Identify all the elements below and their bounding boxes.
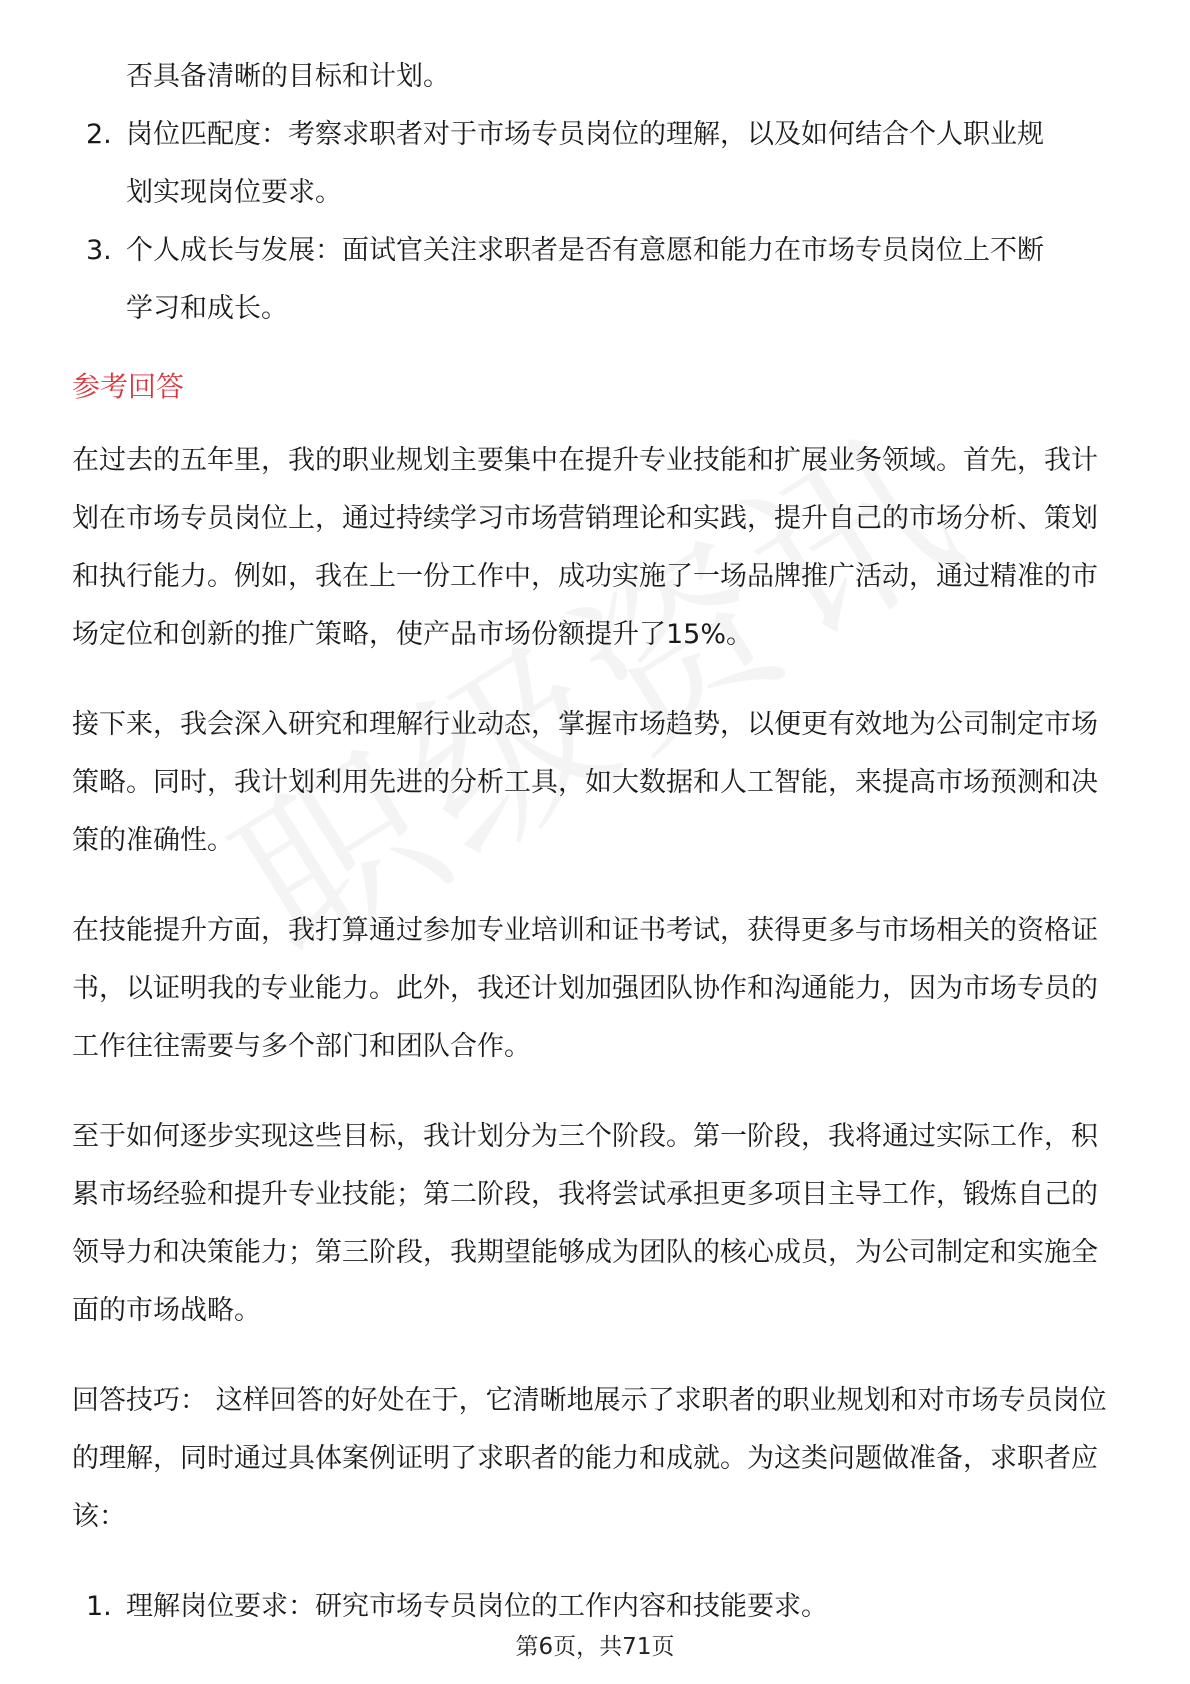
list-number: 2. xyxy=(86,119,112,150)
section-heading: 参考回答 xyxy=(72,370,185,403)
list-number: 3. xyxy=(86,235,112,266)
paragraph: 至于如何逐步实现这些目标，我计划分为三个阶段。第一阶段，我将通过实际工作，积累市场经验和提升专业技能；第二阶段，我将尝试承担更多项目主导工作，锻炼自己的领导力和决策能力；第三阶段，我期望能够成为团队的核心成员，为公司制定和实施全面的市场战略。 xyxy=(72,1121,1098,1326)
paragraph: 在技能提升方面，我打算通过参加专业培训和证书考试，获得更多与市场相关的资格证书，以证明我的专业能力。此外，我还计划加强团队协作和沟通能力，因为市场专员的工作往往需要与多个部门和团队合作。 xyxy=(72,915,1098,1062)
page-content xyxy=(72,48,1120,1636)
list-item-continuation: 否具备清晰的目标和计划。 xyxy=(126,61,450,92)
page-footer: 第6页，共71页 xyxy=(515,1634,675,1660)
paragraph: 在过去的五年里，我的职业规划主要集中在提升专业技能和扩展业务领域。首先，我计划在市场专员岗位上，通过持续学习市场营销理论和实践，提升自己的市场分析、策划和执行能力。例如，我在上一份工作中，成功实施了一场品牌推广活动，通过精准的市场定位和创新的推广策略，使产品市场份额提升了15%。 xyxy=(72,445,1098,650)
list-item xyxy=(72,106,1120,164)
list-item-text: 个人成长与发展：面试官关注求职者是否有意愿和能力在市场专员岗位上不断 xyxy=(126,235,1044,266)
paragraph: 接下来，我会深入研究和理解行业动态，掌握市场趋势，以便更有效地为公司制定市场策略。同时，我计划利用先进的分析工具，如大数据和人工智能，来提高市场预测和决策的准确性。 xyxy=(72,709,1098,856)
list-item-text: 理解岗位要求：研究市场专员岗位的工作内容和技能要求。 xyxy=(126,1591,828,1622)
list-item-continuation: 学习和成长。 xyxy=(126,293,288,324)
answer-tips-paragraph: 回答技巧： 这样回答的好处在于，它清晰地展示了求职者的职业规划和对市场专员岗位的理解，同时通过具体案例证明了求职者的能力和成就。为这类问题做准备，求职者应该： xyxy=(72,1385,1107,1532)
list-item-text: 岗位匹配度：考察求职者对于市场专员岗位的理解，以及如何结合个人职业规 xyxy=(126,119,1044,150)
list-item-continuation: 划实现岗位要求。 xyxy=(126,177,342,208)
list-item xyxy=(72,222,1120,280)
list-number: 1. xyxy=(86,1591,112,1622)
